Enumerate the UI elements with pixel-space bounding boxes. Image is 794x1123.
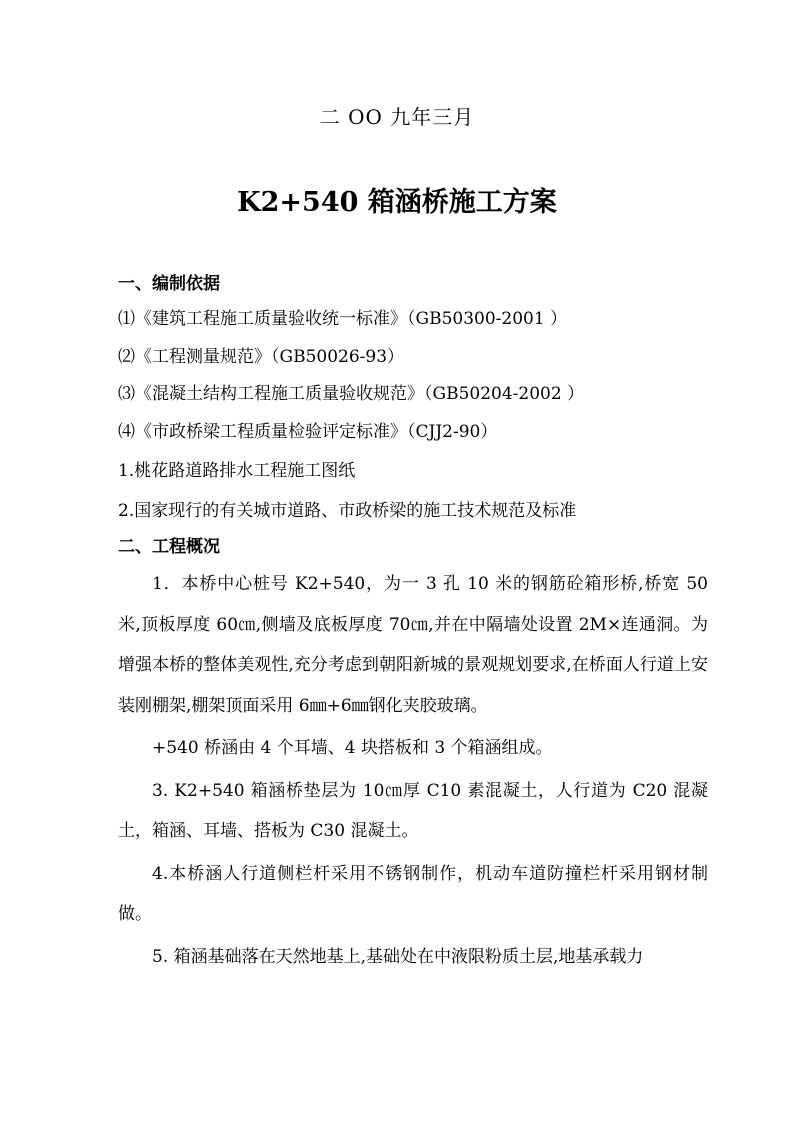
reference-list <box>118 301 708 530</box>
reference-item: 2.国家现行的有关城市道路、市政桥梁的施工技术规范及标准 <box>118 500 577 521</box>
overview-paragraph: 5. 箱涵基础落在天然地基上,基础处在中液限粉质土层,地基承载力 <box>152 946 644 967</box>
overview-paragraph: 3. K2+540 箱涵桥垫层为 10㎝厚 C10 素混凝土，人行道为 C20 混凝土，箱涵、耳墙、搭板为 C30 混凝土。 <box>118 780 708 841</box>
reference-item: ⑶《混凝土结构工程施工质量验收规范》（GB50204-2002 ） <box>118 384 585 404</box>
section-heading-overview: 二、工程概况 <box>118 537 220 557</box>
overview-paragraph: 4.本桥涵人行道侧栏杆采用不锈钢制作，机动车道防撞栏杆采用钢材制做。 <box>118 863 708 924</box>
overview-paragraph: +540 桥涵由 4 个耳墙、4 块搭板和 3 个箱涵组成。 <box>152 738 553 758</box>
reference-item: ⑴《建筑工程施工质量验收统一标准》（GB50300-2001 ） <box>118 309 568 329</box>
overview-paragraph: 1．本桥中心桩号 K2+540，为一 3 孔 10 米的钢筋砼箱形桥,桥宽 50 米,顶板厚度 60㎝,侧墙及底板厚度 70㎝,并在中隔墙处设置 2M×连通洞。为增强本桥的整体美观性,充分考虑到朝阳新城的景观规划要求,在桥面人行道上安装刚棚架,棚架顶面采用 6㎜+6㎜钢化夹胶玻璃。 <box>118 574 708 716</box>
document-title: K2+540 箱涵桥施工方案 <box>237 187 557 218</box>
document-date: 二 OO 九年三月 <box>319 105 475 129</box>
reference-item: 1.桃花路道路排水工程施工图纸 <box>118 461 356 481</box>
reference-item: ⑵《工程测量规范》（GB50026-93） <box>118 346 405 367</box>
overview-paragraphs <box>118 564 708 977</box>
reference-item: ⑷《市政桥梁工程质量检验评定标准》（CJJ2-90） <box>118 421 498 442</box>
section-heading-basis: 一、编制依据 <box>118 274 220 294</box>
document-body <box>118 267 708 977</box>
